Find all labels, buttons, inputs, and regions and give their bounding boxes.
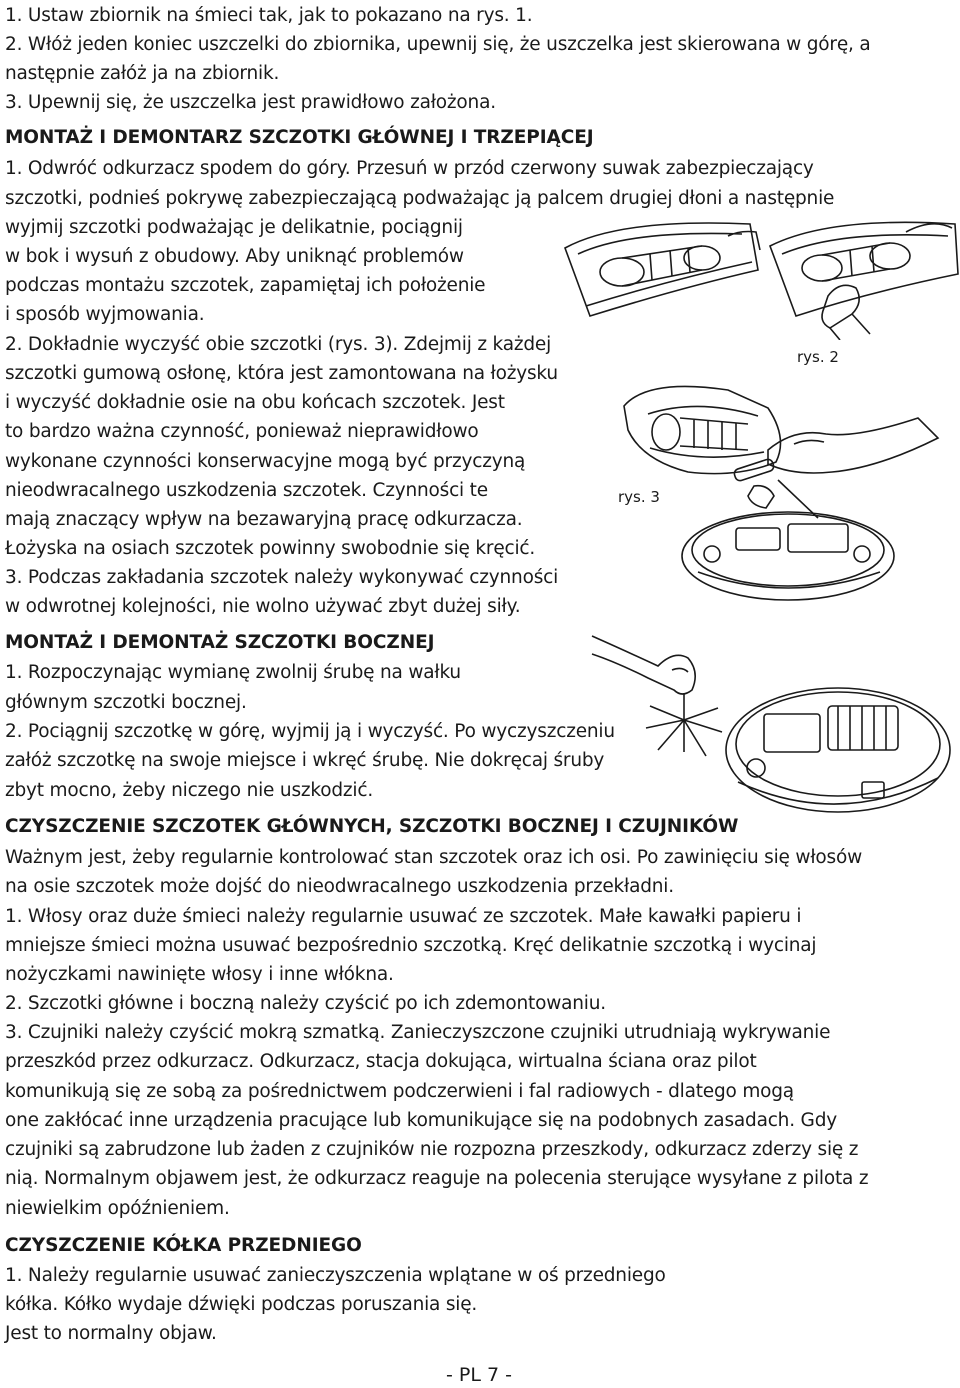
cleaning-heading: CZYSZCZENIE SZCZOTEK GŁÓWNYCH, SZCZOTKI BOCZNEJ I CZUJNIKÓW (5, 816, 739, 837)
main-brush-line: szczotki gumową osłonę, która jest zamontowana na łożysku (5, 363, 558, 384)
front-wheel-line: kółka. Kółko wydaje dźwięki podczas poruszania się. (5, 1294, 478, 1315)
figure-caption-rys2: rys. 2 (797, 348, 839, 366)
main-brush-heading: MONTAŻ I DEMONTARZ SZCZOTKI GŁÓWNEJ I TRZEPIĄCEJ (5, 127, 594, 148)
main-brush-line: w bok i wysuń z obudowy. Aby uniknąć problemów (5, 246, 464, 267)
main-brush-line: i wyczyść dokładnie osie na obu końcach szczotek. Jest (5, 392, 505, 413)
cleaning-line: komunikują się ze sobą za pośrednictwem podczerwieni i fal radiowych - dlatego mogą (5, 1081, 794, 1102)
cleaning-line: nią. Normalnym objawem jest, że odkurzacz reaguje na polecenia sterujące wysyłane z pilota z (5, 1168, 869, 1189)
cleaning-line: na osie szczotek może dojść do nieodwracalnego uszkodzenia przekładni. (5, 876, 674, 897)
main-brush-line: Łożyska na osiach szczotek powinny swobodnie się kręcić. (5, 538, 536, 559)
front-wheel-line: Jest to normalny objaw. (5, 1323, 217, 1344)
cleaning-line: niewielkim opóźnieniem. (5, 1198, 230, 1219)
intro-line-3: następnie załóż ja na zbiornik. (5, 63, 280, 84)
cleaning-line: nożyczkami nawinięte włosy i inne włókna. (5, 964, 394, 985)
main-brush-line: to bardzo ważna czynność, ponieważ nieprawidłowo (5, 421, 479, 442)
cleaning-line: Ważnym jest, żeby regularnie kontrolować stan szczotek oraz ich osi. Po zawinięciu się włosów (5, 847, 863, 868)
figure-caption-rys3: rys. 3 (618, 488, 660, 506)
brush-cleaning-illustration (618, 368, 958, 608)
cleaning-line: mniejsze śmieci można usuwać bezpośrednio szczotką. Kręć delikatnie szczotką i wycinaj (5, 935, 817, 956)
main-brush-line: nieodwracalnego uszkodzenia szczotek. Czynności te (5, 480, 488, 501)
intro-line-1: 1. Ustaw zbiornik na śmieci tak, jak to pokazano na rys. 1. (5, 5, 533, 26)
main-brush-line: podczas montażu szczotek, zapamiętaj ich położenie (5, 275, 486, 296)
main-brush-line: wykonane czynności konserwacyjne mogą być przyczyną (5, 451, 526, 472)
brush-cover-illustration (560, 210, 960, 340)
main-brush-line: mają znaczący wpływ na bezawaryjną pracę odkurzacza. (5, 509, 523, 530)
side-brush-illustration (588, 632, 956, 822)
main-brush-line: 2. Dokładnie wyczyść obie szczotki (rys. 3). Zdejmij z każdej (5, 334, 552, 355)
cleaning-line: czujniki są zabrudzone lub żaden z czujników nie rozpozna przeszkody, odkurzacz zderzy się z (5, 1139, 859, 1160)
intro-line-2: 2. Włóż jeden koniec uszczelki do zbiornika, upewnij się, że uszczelka jest skierowana w górę, a (5, 34, 871, 55)
side-brush-line: 2. Pociągnij szczotkę w górę, wyjmij ją i wyczyść. Po wyczyszczeniu (5, 721, 615, 742)
cleaning-line: 1. Włosy oraz duże śmieci należy regularnie usuwać ze szczotek. Małe kawałki papieru i (5, 906, 802, 927)
cleaning-line: 3. Czujniki należy czyścić mokrą szmatką. Zanieczyszczone czujniki utrudniają wykrywanie (5, 1022, 831, 1043)
main-brush-line: w odwrotnej kolejności, nie wolno używać zbyt dużej siły. (5, 596, 521, 617)
main-brush-line: i sposób wyjmowania. (5, 304, 205, 325)
front-wheel-heading: CZYSZCZENIE KÓŁKA PRZEDNIEGO (5, 1235, 362, 1256)
side-brush-line: głównym szczotki bocznej. (5, 692, 247, 713)
main-brush-line: 3. Podczas zakładania szczotek należy wykonywać czynności (5, 567, 559, 588)
main-brush-line: szczotki, podnieś pokrywę zabezpieczającą podważając ją palcem drugiej dłoni a następnie (5, 188, 835, 209)
front-wheel-line: 1. Należy regularnie usuwać zanieczyszczenia wplątane w oś przedniego (5, 1265, 666, 1286)
page-number: - PL 7 - (446, 1364, 512, 1386)
main-brush-line: 1. Odwróć odkurzacz spodem do góry. Przesuń w przód czerwony suwak zabezpieczający (5, 158, 814, 179)
cleaning-line: 2. Szczotki główne i boczną należy czyścić po ich zdemontowaniu. (5, 993, 606, 1014)
intro-line-4: 3. Upewnij się, że uszczelka jest prawidłowo założona. (5, 92, 496, 113)
side-brush-line: zbyt mocno, żeby niczego nie uszkodzić. (5, 780, 374, 801)
side-brush-line: 1. Rozpoczynając wymianę zwolnij śrubę na wałku (5, 662, 461, 683)
main-brush-line: wyjmij szczotki podważając je delikatnie, pociągnij (5, 217, 463, 238)
cleaning-line: przeszkód przez odkurzacz. Odkurzacz, stacja dokująca, wirtualna ściana oraz pilot (5, 1051, 757, 1072)
side-brush-line: załóż szczotkę na swoje miejsce i wkręć śrubę. Nie dokręcaj śruby (5, 750, 605, 771)
side-brush-heading: MONTAŻ I DEMONTAŻ SZCZOTKI BOCZNEJ (5, 632, 435, 653)
cleaning-line: one zakłócać inne urządzenia pracujące lub komunikujące się na podobnych zasadach. Gdy (5, 1110, 837, 1131)
